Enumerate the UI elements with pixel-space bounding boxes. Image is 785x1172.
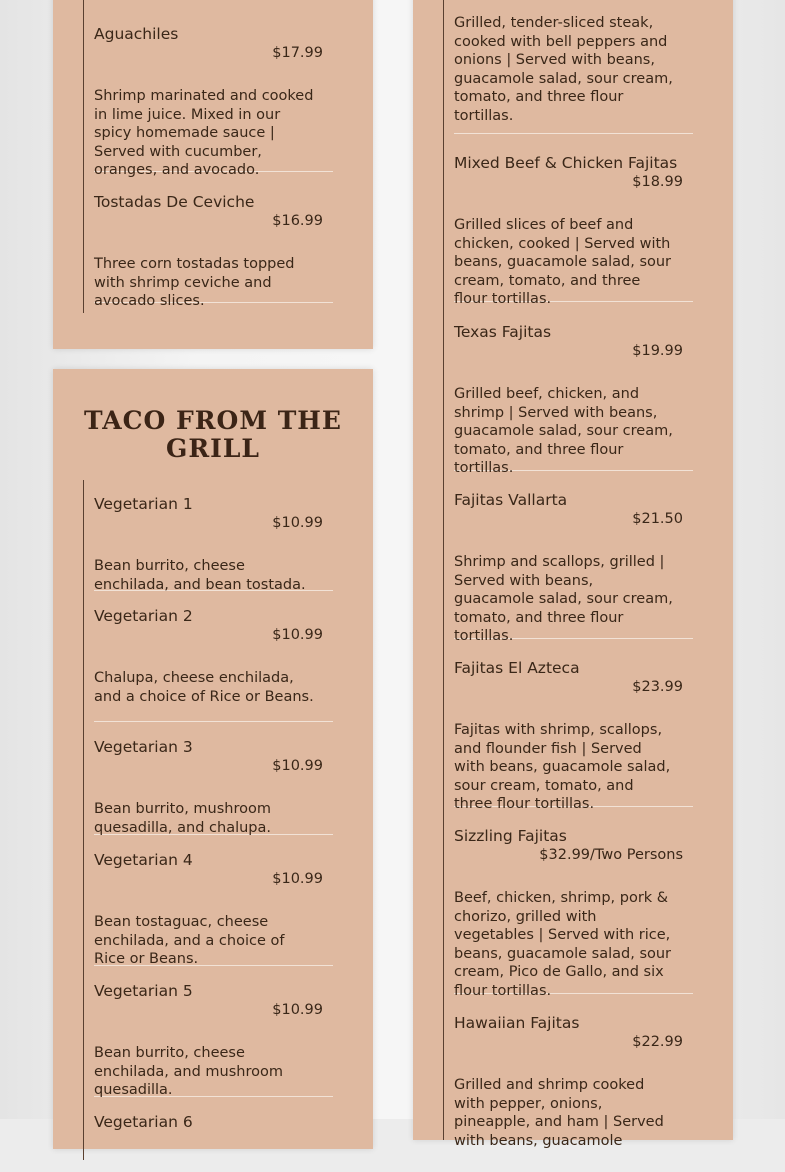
taco-from-the-grill-card [53,369,373,1149]
item-price: $10.99 [272,1002,323,1018]
item-description: Fajitas with shrimp, scallops, and flounder fish | Served with beans, guacamole salad, sour cream, tomato, and three flour tortillas. [454,722,671,813]
item-description: Bean tostaguac, cheese enchilada, and a choice of Rice or Beans. [94,914,285,968]
menu-vertical-rule [83,480,84,1160]
item-name: Vegetarian 4 [94,851,193,869]
item-price: $10.99 [272,871,323,887]
menu-item [94,192,333,310]
item-name: Vegetarian 5 [94,982,193,1000]
menu-item [454,153,693,308]
menu-item [454,322,693,477]
item-name: Fajitas El Azteca [454,659,580,677]
item-description: Bean burrito, cheese enchilada, and mushroom quesadilla. [94,1045,283,1099]
menu-item [94,1112,333,1172]
item-description: Chalupa, cheese enchilada, and a choice of Rice or Beans. [94,670,314,705]
menu-vertical-rule [443,0,444,1140]
section-title: TACO FROM THE GRILL [84,406,342,463]
item-price: $10.99 [272,758,323,774]
item-description: Grilled and shrimp cooked with pepper, onions, pineapple, and ham | Served with beans, guacamole [454,1077,664,1149]
menu-item [94,24,333,179]
item-description: Bean burrito, cheese enchilada, and bean tostada. [94,558,306,593]
item-name: Aguachiles [94,25,179,43]
item-price: $21.50 [632,511,683,527]
menu-item [94,850,333,966]
item-name: Sizzling Fajitas [454,827,567,845]
menu-item [94,494,333,591]
menu-item [454,658,693,813]
item-description: Shrimp marinated and cooked in lime juice. Mixed in our spicy homemade sauce | Served with cucumber, oranges, and avocado. [94,88,314,179]
item-price: $16.99 [272,213,323,229]
item-description: Shrimp and scallops, grilled | Served with beans, guacamole salad, sour cream, tomato, and three flour tortillas. [454,554,673,645]
item-name: Fajitas Vallarta [454,491,568,509]
menu-item [94,737,333,835]
item-description: Grilled, tender-sliced steak, cooked with bell peppers and onions | Served with beans, guacamole salad, sour cream, tomato, and three flour tortillas. [454,15,673,124]
item-price: $10.99 [272,627,323,643]
menu-vertical-rule [83,0,84,313]
item-name: Mixed Beef & Chicken Fajitas [454,154,678,172]
item-name: Vegetarian 6 [94,1113,193,1131]
seafood-menu-card [53,0,373,349]
fajitas-menu-card [413,0,733,1149]
menu-item [94,981,333,1097]
item-name: Vegetarian 1 [94,495,193,513]
item-name: Tostadas De Ceviche [94,193,255,211]
item-description: Beef, chicken, shrimp, pork & chorizo, grilled with vegetables | Served with rice, beans, guacamole salad, sour cream, Pico de Gallo, and six flour tortillas. [454,890,672,999]
item-name: Vegetarian 2 [94,607,193,625]
item-description: Grilled slices of beef and chicken, cooked | Served with beans, guacamole salad, sour cream, tomato, and three flour tortillas. [454,217,672,308]
item-price: $22.99 [632,1034,683,1050]
menu-item [94,606,333,722]
menu-item [454,1013,693,1149]
item-price: $32.99/Two Persons [539,847,683,863]
item-description: Bean burrito, mushroom quesadilla, and chalupa. [94,801,272,836]
item-name: Vegetarian 3 [94,738,193,756]
item-description: Three corn tostadas topped with shrimp ceviche and avocado slices. [94,256,295,310]
item-name: Texas Fajitas [454,323,552,341]
item-name: Hawaiian Fajitas [454,1014,580,1032]
item-price: $17.99 [272,45,323,61]
item-price: $23.99 [632,679,683,695]
menu-item [454,490,693,645]
item-price: $19.99 [632,343,683,359]
item-price: $10.99 [272,515,323,531]
item-description: Grilled beef, chicken, and shrimp | Served with beans, guacamole salad, sour cream, tomato, and three flour tortillas. [454,386,673,477]
menu-item [454,826,693,999]
item-price: $18.99 [632,174,683,190]
menu-item [454,0,693,134]
